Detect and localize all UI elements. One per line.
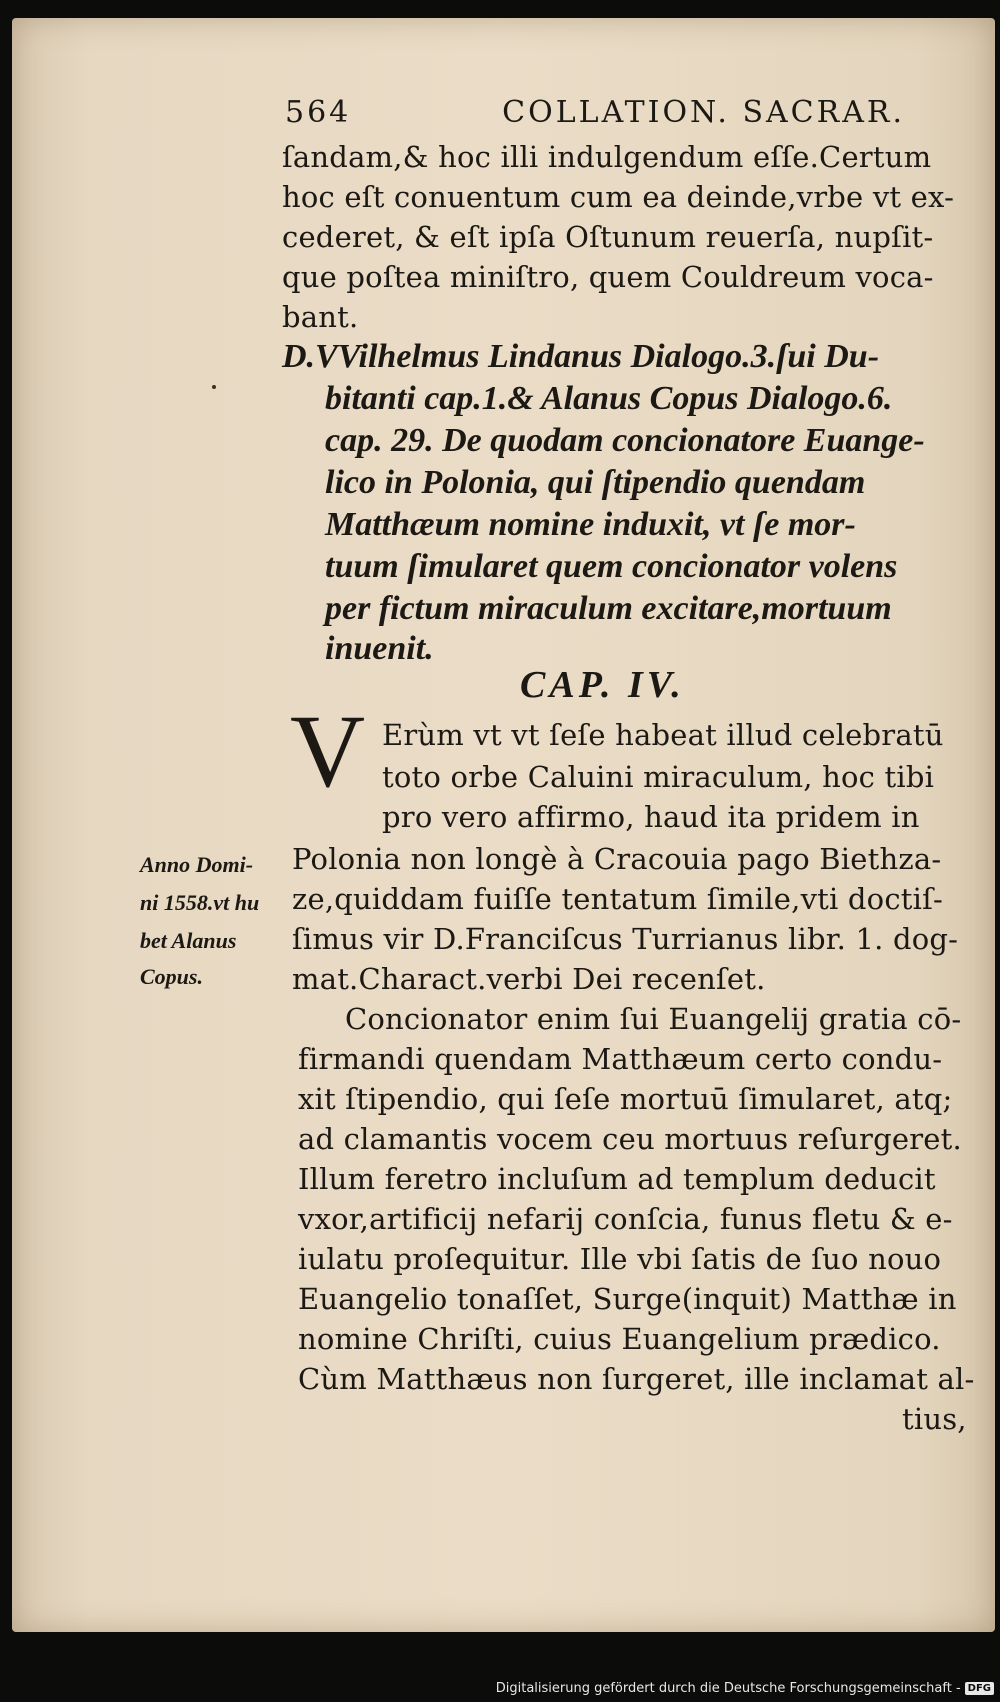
italic-line: lico in Polonia, qui ſtipendio quendam [325, 464, 866, 501]
text-line: Concionator enim ſui Euangelij gratia cō- [345, 1002, 962, 1036]
text-line: cederet, & eſt ipſa Oſtunum reuerſa, nupſit- [282, 220, 934, 254]
text-line: Erùm vt vt ſeſe habeat illud celebratū [382, 718, 944, 752]
text-line: mat.Charact.verbi Dei recenſet. [292, 962, 766, 996]
catchword: tius, [902, 1402, 967, 1436]
page-number: 564 [285, 95, 352, 130]
italic-line: Matthæum nomine induxit, vt ſe mor- [325, 506, 856, 543]
text-line: que poſtea miniſtro, quem Couldreum voca- [282, 260, 934, 294]
text-line: ad clamantis vocem ceu mortuus reſurgeret. [298, 1122, 962, 1156]
margin-note-line: bet Alanus [140, 928, 237, 953]
text-line: toto orbe Caluini miraculum, hoc tibi [382, 760, 935, 794]
running-title: COLLATION. SACRAR. [502, 95, 905, 130]
text-line: Polonia non longè à Cracouia pago Biethza- [292, 842, 942, 876]
italic-line: bitanti cap.1.& Alanus Copus Dialogo.6. [325, 380, 893, 417]
text-line: nomine Chriſti, cuius Euangelium prædico. [298, 1322, 941, 1356]
text-line: ſandam,& hoc illi indulgendum eſſe.Certum [282, 140, 932, 174]
margin-note-line: Copus. [140, 964, 203, 989]
text-line: Euangelio tonaſſet, Surge(inquit) Matthæ in [298, 1282, 957, 1316]
text-line: iulatu proſequitur. Ille vbi ſatis de ſuo nouo [298, 1242, 942, 1276]
text-line: Illum feretro incluſum ad templum deducit [298, 1162, 936, 1196]
text-line: pro vero affirmo, haud ita pridem in [382, 800, 920, 834]
italic-line: D.VVilhelmus Lindanus Dialogo.3.ſui Du- [282, 338, 880, 375]
text-line: hoc eſt conuentum cum ea deinde,vrbe vt ex- [282, 180, 955, 214]
dfg-logo-badge: DFG [965, 1682, 994, 1695]
footer-text: Digitalisierung gefördert durch die Deutsche Forschungsgemeinschaft - [495, 1681, 961, 1696]
drop-capital: V [290, 694, 366, 809]
margin-note-line: ni 1558.vt hu [140, 890, 260, 915]
ink-spot [212, 385, 216, 389]
text-line: ze,quiddam fuiſſe tentatum ſimile,vti doctiſ- [292, 882, 944, 916]
text-line: Cùm Matthæus non ſurgeret, ille inclamat al- [298, 1362, 975, 1396]
running-header [285, 95, 905, 130]
italic-line: per fictum miraculum excitare,mortuum [325, 590, 892, 627]
italic-line: tuum ſimularet quem concionator volens [325, 548, 898, 585]
text-line: firmandi quendam Matthæum certo condu- [298, 1042, 943, 1076]
italic-line: cap. 29. De quodam concionatore Euange- [325, 422, 925, 459]
digitization-footer [496, 1681, 994, 1696]
text-line: vxor,artificij nefarij conſcia, funus fletu & e- [298, 1202, 953, 1236]
text-line: xit ſtipendio, qui ſeſe mortuū ſimularet, atq; [298, 1082, 953, 1116]
text-line: bant. [282, 300, 359, 334]
chapter-heading: CAP. IV. [520, 664, 685, 706]
italic-line: inuenit. [325, 630, 434, 667]
text-line: ſimus vir D.Franciſcus Turrianus libr. 1. dog- [292, 922, 959, 956]
margin-note-line: Anno Domi- [140, 852, 254, 877]
